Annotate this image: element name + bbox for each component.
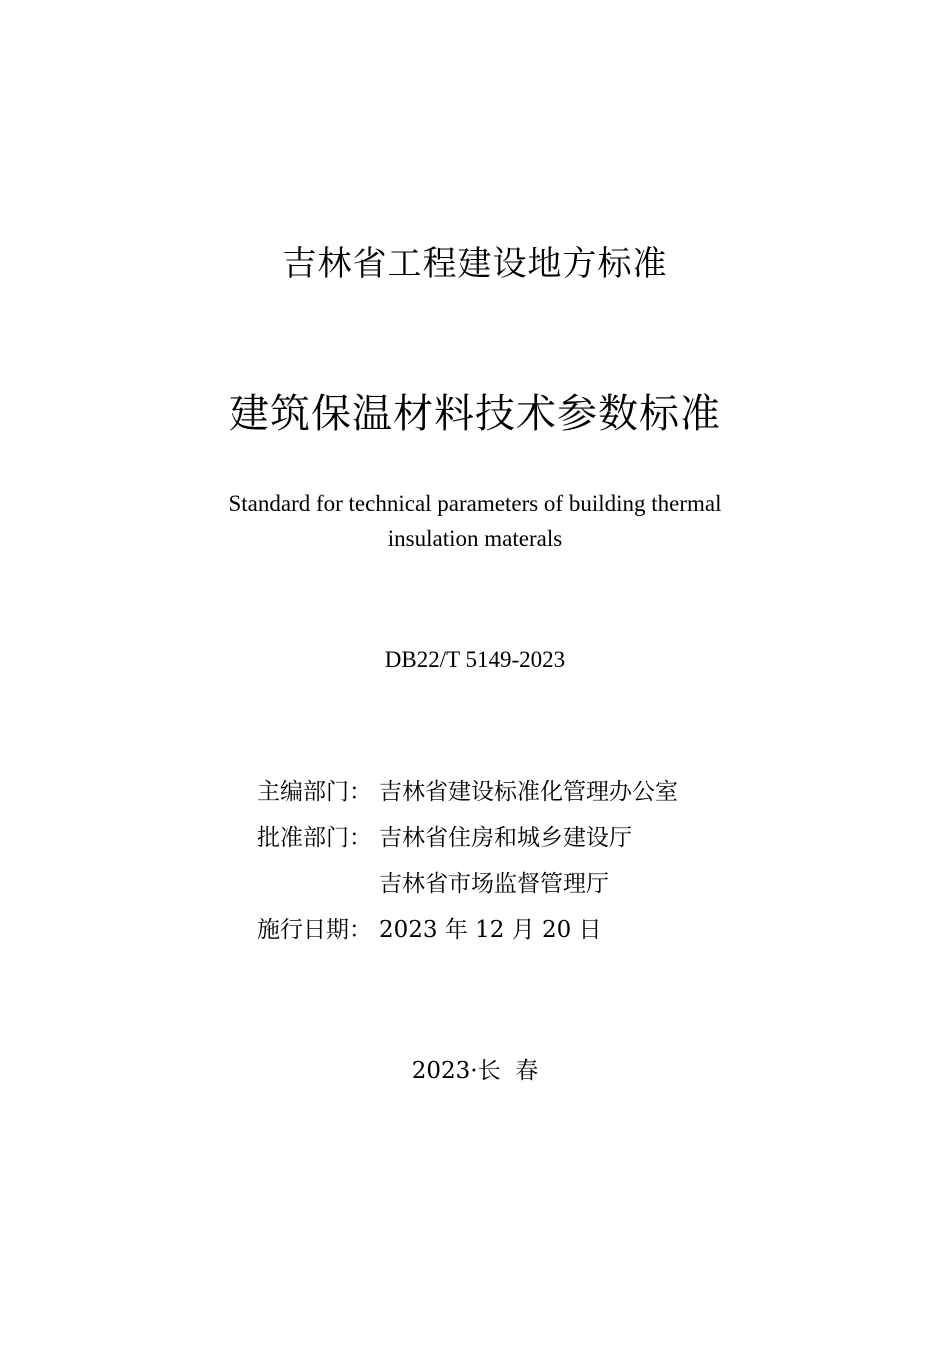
english-title-line-1: Standard for technical parameters of building thermal bbox=[228, 491, 722, 516]
effective-date-row bbox=[257, 910, 678, 956]
editor-value: 吉林省建设标准化管理办公室 bbox=[379, 779, 678, 805]
approver-value-2: 吉林省市场监督管理厅 bbox=[379, 871, 609, 897]
approver-row bbox=[257, 818, 678, 864]
effective-date-value: 2023 年 12 月 20 日 bbox=[379, 917, 602, 943]
english-title bbox=[0, 486, 950, 556]
place-year: 2023·长 春 bbox=[411, 1058, 539, 1084]
approver-row-2 bbox=[257, 864, 678, 910]
editor-row bbox=[257, 772, 678, 818]
standard-code: DB22/T 5149-2023 bbox=[384, 647, 566, 672]
publication-info bbox=[257, 772, 678, 956]
english-title-line-2: insulation materals bbox=[387, 526, 563, 551]
approver-label: 批准部门： bbox=[257, 825, 372, 851]
main-title: 建筑保温材料技术参数标准 bbox=[229, 391, 721, 437]
approver-label-spacer bbox=[257, 864, 379, 910]
approver-value-1: 吉林省住房和城乡建设厅 bbox=[379, 825, 632, 851]
effective-date-label: 施行日期： bbox=[257, 917, 372, 943]
series-title: 吉林省工程建设地方标准 bbox=[282, 244, 668, 284]
editor-label: 主编部门： bbox=[257, 779, 372, 805]
